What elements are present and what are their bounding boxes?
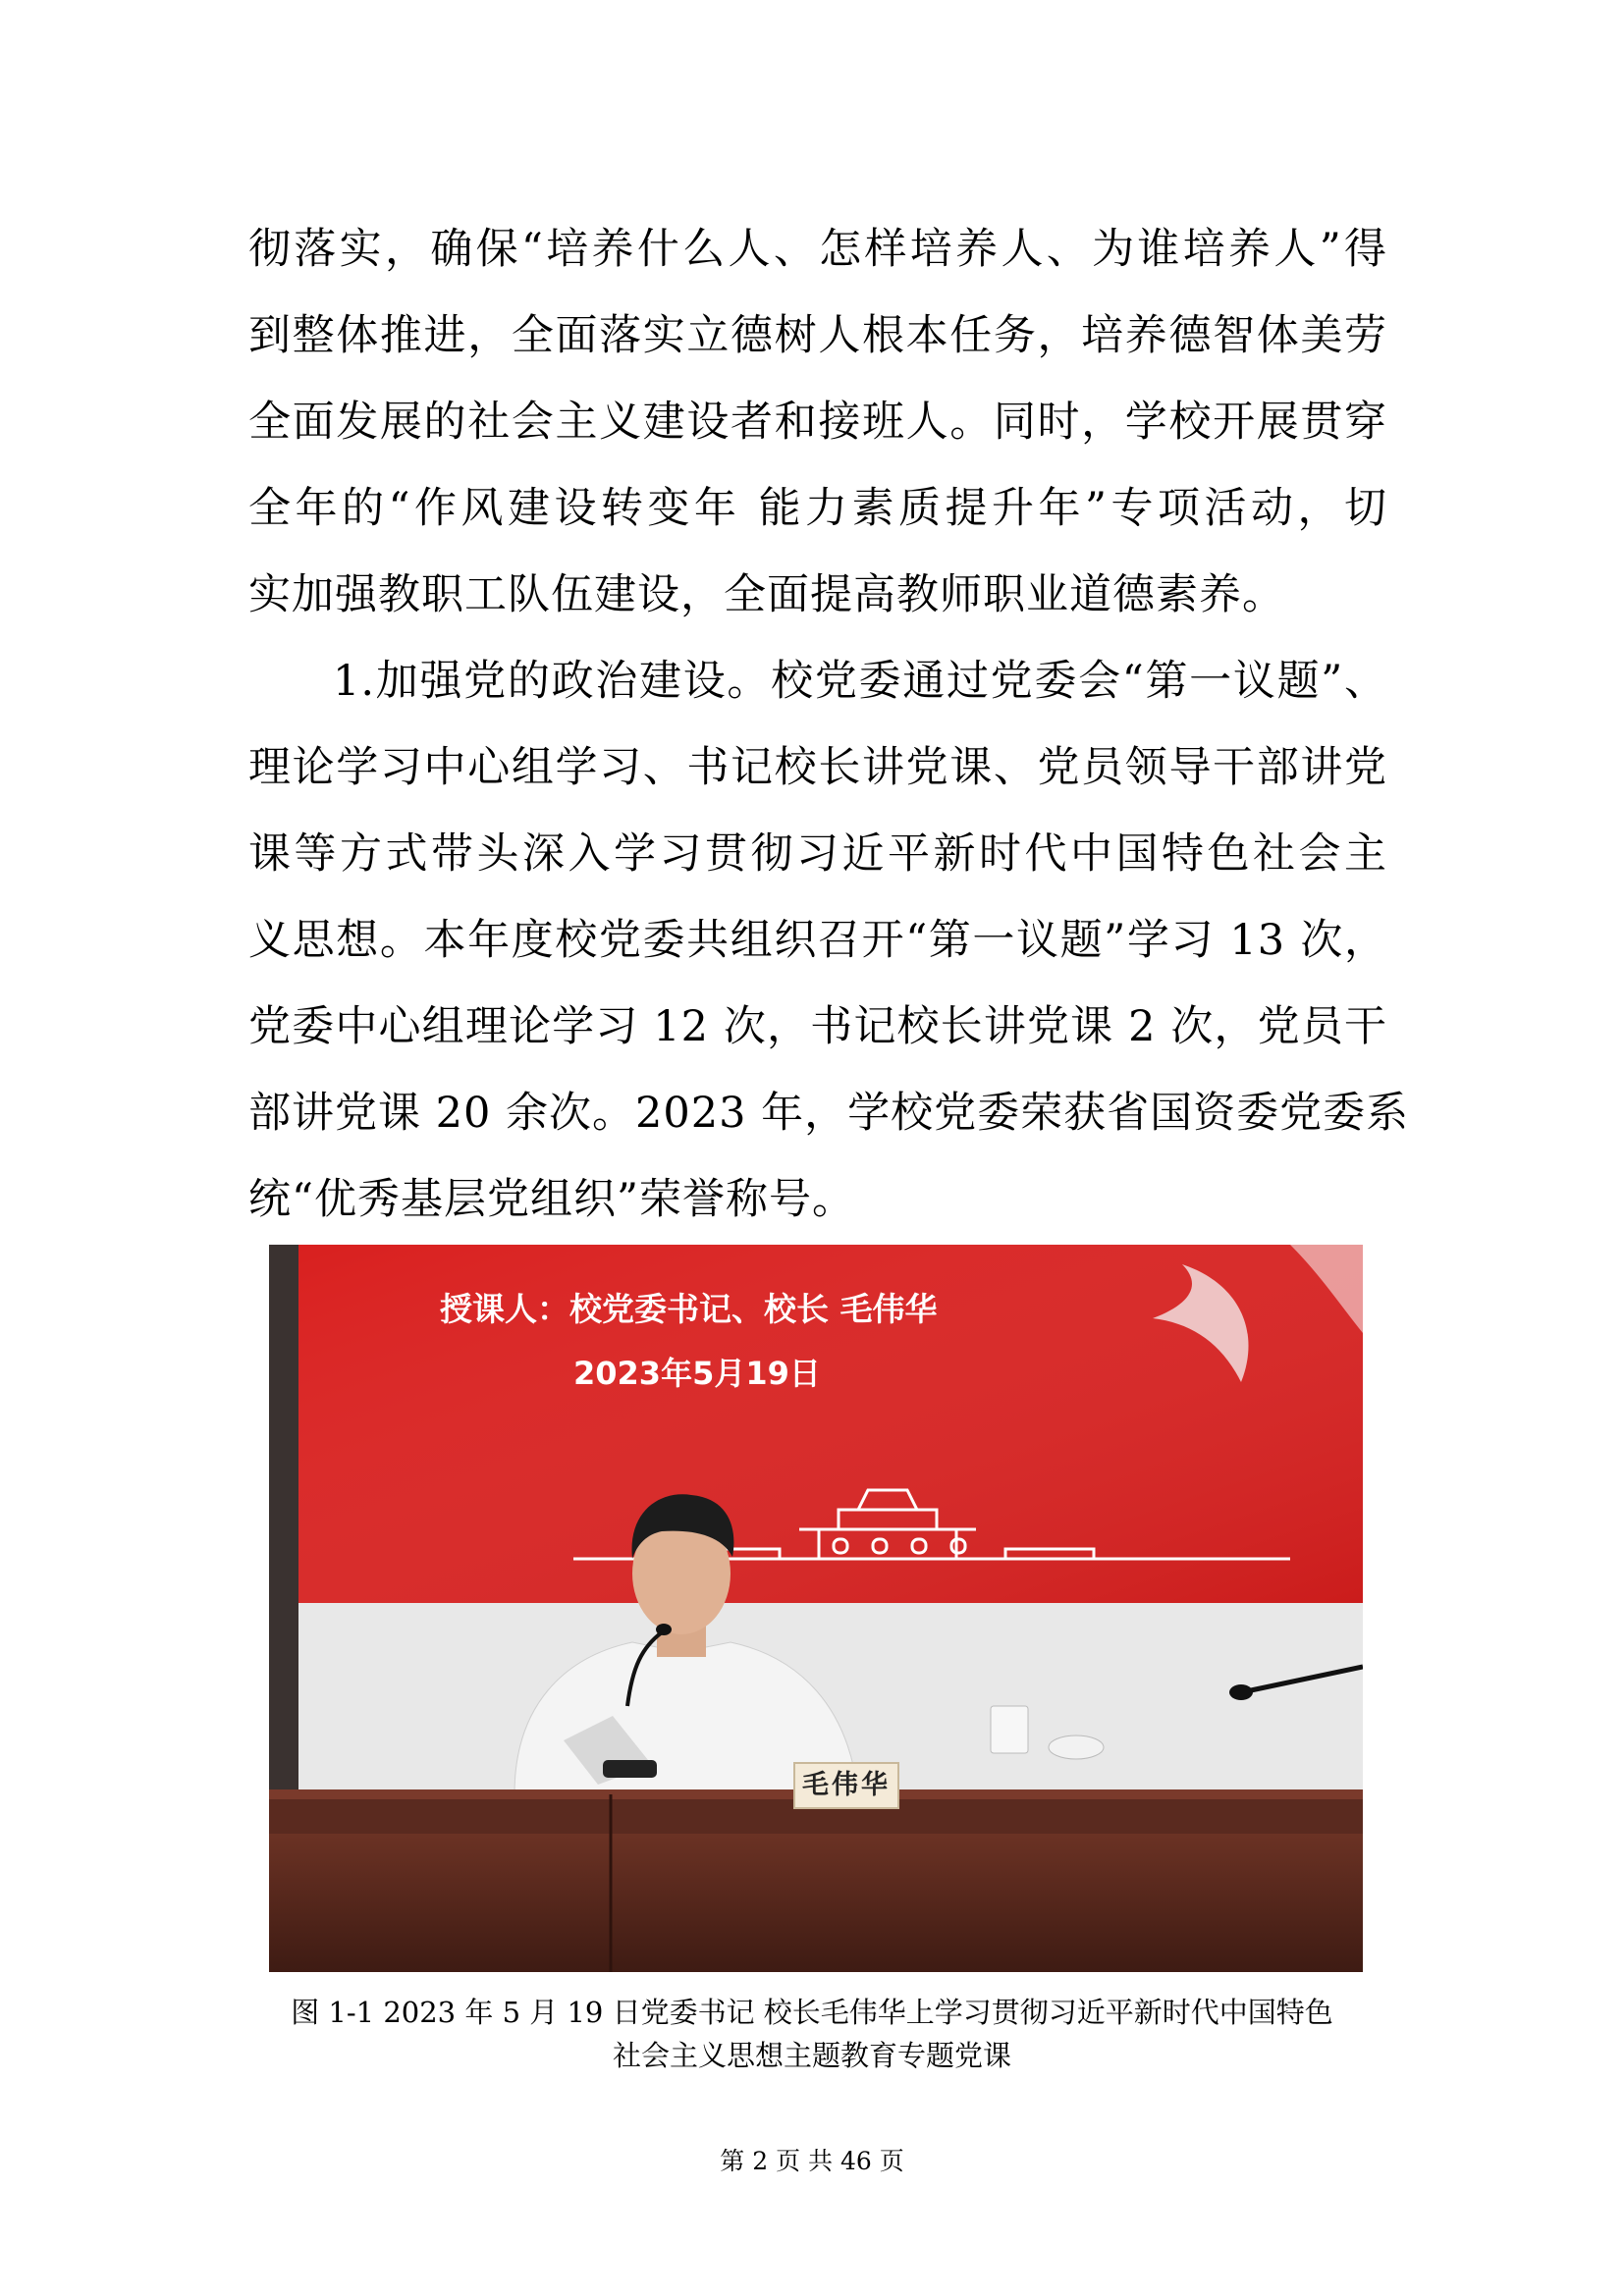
text-line: 党委中心组理论学习 12 次，书记校长讲党课 2 次，党员干 [248, 1002, 1387, 1051]
text-line: 1.加强党的政治建设。校党委通过党委会“第一议题”、 [333, 657, 1387, 706]
text-line: 实加强教职工队伍建设，全面提高教师职业道德素养。 [248, 570, 1285, 619]
text-line: 义思想。本年度校党委共组织召开“第一议题”学习 13 次， [248, 916, 1387, 965]
text-line: 彻落实，确保“培养什么人、怎样培养人、为谁培养人”得 [248, 225, 1387, 274]
banner-date: 2023年5月19日 [573, 1355, 821, 1392]
text-line: 部讲党课 20 余次。2023 年，学校党委荣获省国资委党委系 [248, 1089, 1410, 1138]
text-line: 全面发展的社会主义建设者和接班人。同时，学校开展贯穿 [248, 398, 1387, 447]
body-text [248, 206, 1410, 1243]
text-line: 统“优秀基层党组织”荣誉称号。 [248, 1175, 855, 1224]
text-line: 全年的“作风建设转变年 能力素质提升年”专项活动，切 [248, 484, 1387, 533]
banner-title: 授课人：校党委书记、校长 毛伟华 [440, 1290, 938, 1328]
text-line: 到整体推进，全面落实立德树人根本任务，培养德智体美劳 [248, 311, 1387, 360]
lecture-photo [269, 1245, 1363, 1972]
nameplate: 毛伟华 [793, 1762, 899, 1809]
text-line: 理论学习中心组学习、书记校长讲党课、党员领导干部讲党 [248, 743, 1387, 792]
page-number: 第 2 页 共 46 页 [720, 2147, 904, 2175]
figure-caption-continued: 社会主义思想主题教育专题党课 [612, 2039, 1011, 2072]
figure-caption: 图 1-1 2023 年 5 月 19 日党委书记 校长毛伟华上学习贯彻习近平新时代中国特色 [291, 1996, 1333, 2029]
text-line: 课等方式带头深入学习贯彻习近平新时代中国特色社会主 [248, 829, 1387, 879]
